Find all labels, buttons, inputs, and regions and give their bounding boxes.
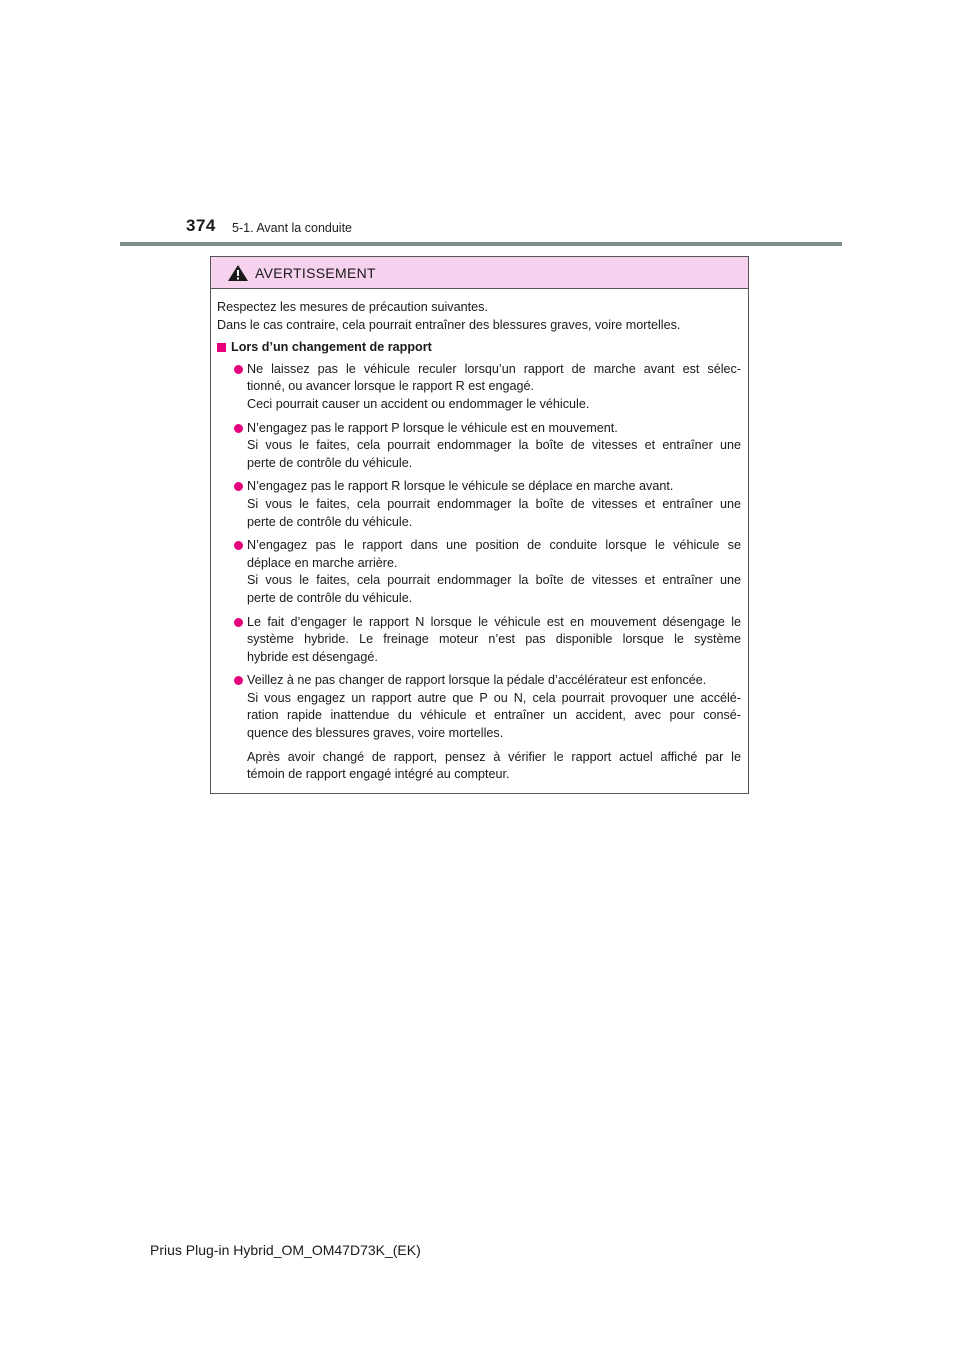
warning-item <box>217 537 741 607</box>
warning-note <box>217 749 741 784</box>
warning-item <box>217 672 741 742</box>
item-line: tionné, ou avancer lorsque le rapport R est engagé. <box>247 379 535 394</box>
warning-label: AVERTISSEMENT <box>255 264 376 281</box>
item-line: perte de contrôle du véhicule. <box>247 514 413 529</box>
item-line: Veillez à ne pas changer de rapport lorsque la pédale d’accélérateur est enfoncée. <box>247 673 707 688</box>
header-rule <box>120 242 842 246</box>
warning-items <box>217 361 741 743</box>
warning-body <box>211 289 748 784</box>
bullet-dot-icon <box>234 482 243 491</box>
section-title: 5-1. Avant la conduite <box>232 221 352 235</box>
item-line: quence des blessures graves, voire mortelles. <box>247 726 504 741</box>
item-line: perte de contrôle du véhicule. <box>247 455 413 470</box>
subheading <box>217 339 741 357</box>
bullet-dot-icon <box>234 365 243 374</box>
warning-item <box>217 614 741 667</box>
square-bullet-icon <box>217 343 226 352</box>
warning-triangle-icon <box>227 264 249 282</box>
item-line: Si vous le faites, cela pourrait endommager la boîte de vitesses et entraîner une <box>247 496 741 511</box>
note-line: témoin de rapport engagé intégré au compteur. <box>247 767 510 782</box>
bullet-dot-icon <box>234 618 243 627</box>
footer-model-code: Prius Plug-in Hybrid_OM_OM47D73K_(EK) <box>150 1242 421 1258</box>
intro-line-2: Dans le cas contraire, cela pourrait entraîner des blessures graves, voire mortelles. <box>217 317 681 332</box>
item-line: Ne laissez pas le véhicule reculer lorsqu’un rapport de marche avant est sélec- <box>247 361 741 376</box>
intro-line-1: Respectez les mesures de précaution suivantes. <box>217 300 488 314</box>
item-line: perte de contrôle du véhicule. <box>247 590 413 605</box>
bullet-dot-icon <box>234 541 243 550</box>
warning-item <box>217 420 741 473</box>
item-line: N’engagez pas le rapport R lorsque le véhicule se déplace en marche avant. <box>247 479 674 494</box>
warning-header <box>211 257 748 289</box>
item-line: système hybride. Le freinage moteur n’est pas disponible lorsque le système <box>247 632 741 647</box>
warning-item <box>217 478 741 531</box>
warning-box <box>210 256 749 794</box>
bullet-dot-icon <box>234 424 243 433</box>
item-line: Si vous le faites, cela pourrait endommager la boîte de vitesses et entraîner une <box>247 438 741 453</box>
item-line: ration rapide inattendue du véhicule et entraîner un accident, avec pour consé- <box>247 708 741 723</box>
bullet-dot-icon <box>234 676 243 685</box>
item-line: déplace en marche arrière. <box>247 555 398 570</box>
warning-item <box>217 361 741 414</box>
item-line: Ceci pourrait causer un accident ou endommager le véhicule. <box>247 396 590 411</box>
note-line: Après avoir changé de rapport, pensez à vérifier le rapport actuel affiché par le <box>247 749 741 764</box>
item-line: Si vous engagez un rapport autre que P ou N, cela pourrait provoquer une accélé- <box>247 690 741 705</box>
subheading-text: Lors d’un changement de rapport <box>231 340 432 355</box>
item-line: Si vous le faites, cela pourrait endommager la boîte de vitesses et entraîner une <box>247 573 741 588</box>
item-line: Le fait d’engager le rapport N lorsque le véhicule est en mouvement désengage le <box>247 614 741 629</box>
item-line: hybride est désengagé. <box>247 649 378 664</box>
item-line: N’engagez pas le rapport P lorsque le véhicule est en mouvement. <box>247 420 618 435</box>
item-line: N’engagez pas le rapport dans une position de conduite lorsque le véhicule se <box>247 538 741 553</box>
page-number: 374 <box>186 216 216 235</box>
